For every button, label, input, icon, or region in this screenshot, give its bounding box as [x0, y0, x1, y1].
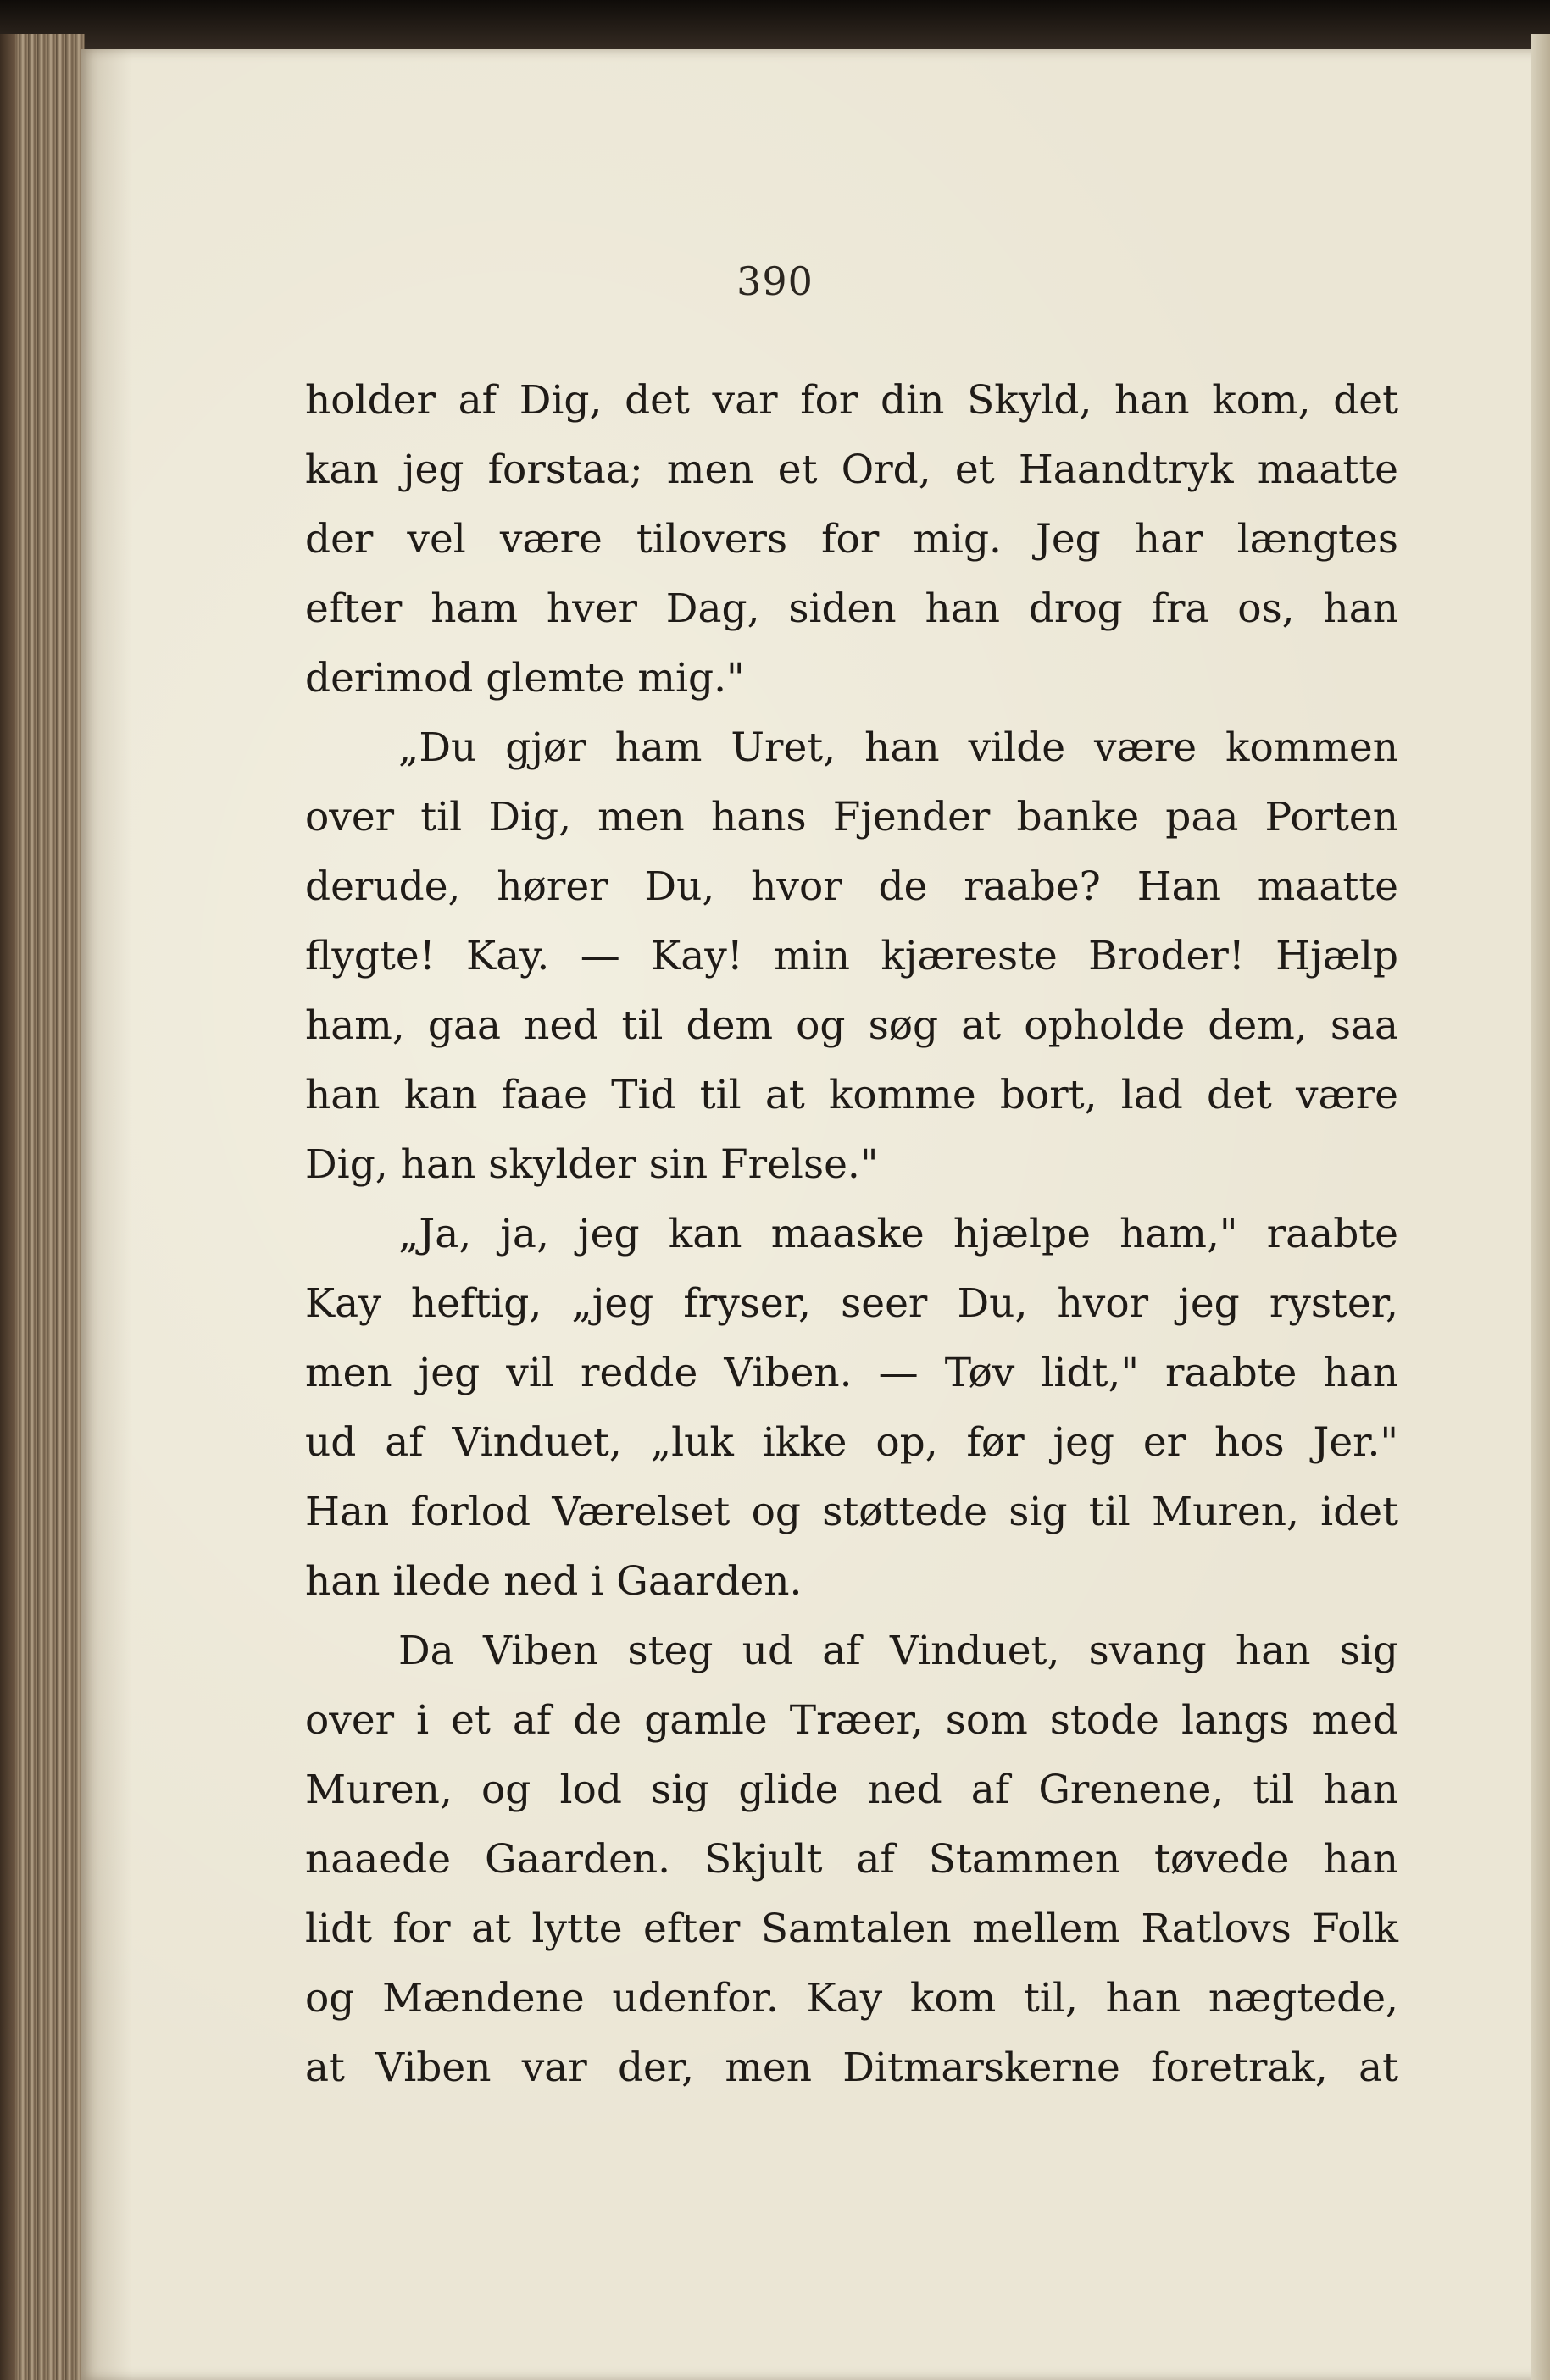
book-spine-shadow — [0, 34, 15, 2380]
text-line: men jeg vil redde Viben. — Tøv lidt," raabte han — [305, 1350, 1398, 1396]
text-line: Kay heftig, „jeg fryser, seer Du, hvor jeg ryster, — [305, 1280, 1398, 1327]
page-number: 390 — [736, 258, 814, 304]
text-line: at Viben var der, men Ditmarskerne foretrak, at — [305, 2044, 1398, 2091]
text-line: Dig, han skylder sin Frelse." — [305, 1141, 879, 1188]
text-line: flygte! Kay. — Kay! min kjæreste Broder! Hjælp — [305, 933, 1398, 979]
text-line: derude, hører Du, hvor de raabe? Han maatte — [305, 863, 1398, 910]
text-line: Da Viben steg ud af Vinduet, svang han sig — [398, 1628, 1398, 1674]
text-line: „Ja, ja, jeg kan maaske hjælpe ham," raabte — [398, 1211, 1398, 1257]
text-line: ham, gaa ned til dem og søg at opholde dem, saa — [305, 1002, 1398, 1049]
text-line: naaede Gaarden. Skjult af Stammen tøvede han — [305, 1836, 1398, 1883]
text-line: der vel være tilovers for mig. Jeg har længtes — [305, 516, 1398, 563]
text-line: „Du gjør ham Uret, han vilde være kommen — [398, 724, 1398, 771]
text-line: Han forlod Værelset og støttede sig til Muren, idet — [305, 1489, 1398, 1535]
text-line: lidt for at lytte efter Samtalen mellem Ratlovs Folk — [305, 1906, 1398, 1952]
text-line: kan jeg forstaa; men et Ord, et Haandtryk maatte — [305, 447, 1398, 493]
text-line: efter ham hver Dag, siden han drog fra os, han — [305, 585, 1398, 632]
text-line: han ilede ned i Gaarden. — [305, 1558, 803, 1605]
body-text — [305, 366, 1398, 2103]
text-line: holder af Dig, det var for din Skyld, han kom, det — [305, 377, 1398, 424]
text-line: ud af Vinduet, „luk ikke op, før jeg er hos Jer." — [305, 1419, 1398, 1466]
text-line: over til Dig, men hans Fjender banke paa Porten — [305, 794, 1398, 840]
text-line: derimod glemte mig." — [305, 655, 745, 702]
text-line: Muren, og lod sig glide ned af Grenene, til han — [305, 1767, 1398, 1813]
text-line: han kan faae Tid til at komme bort, lad det være — [305, 1072, 1398, 1118]
page-right-edge — [1531, 34, 1550, 2380]
text-line: og Mændene udenfor. Kay kom til, han nægtede, — [305, 1975, 1398, 2022]
text-line: over i et af de gamle Træer, som stode langs med — [305, 1697, 1398, 1744]
